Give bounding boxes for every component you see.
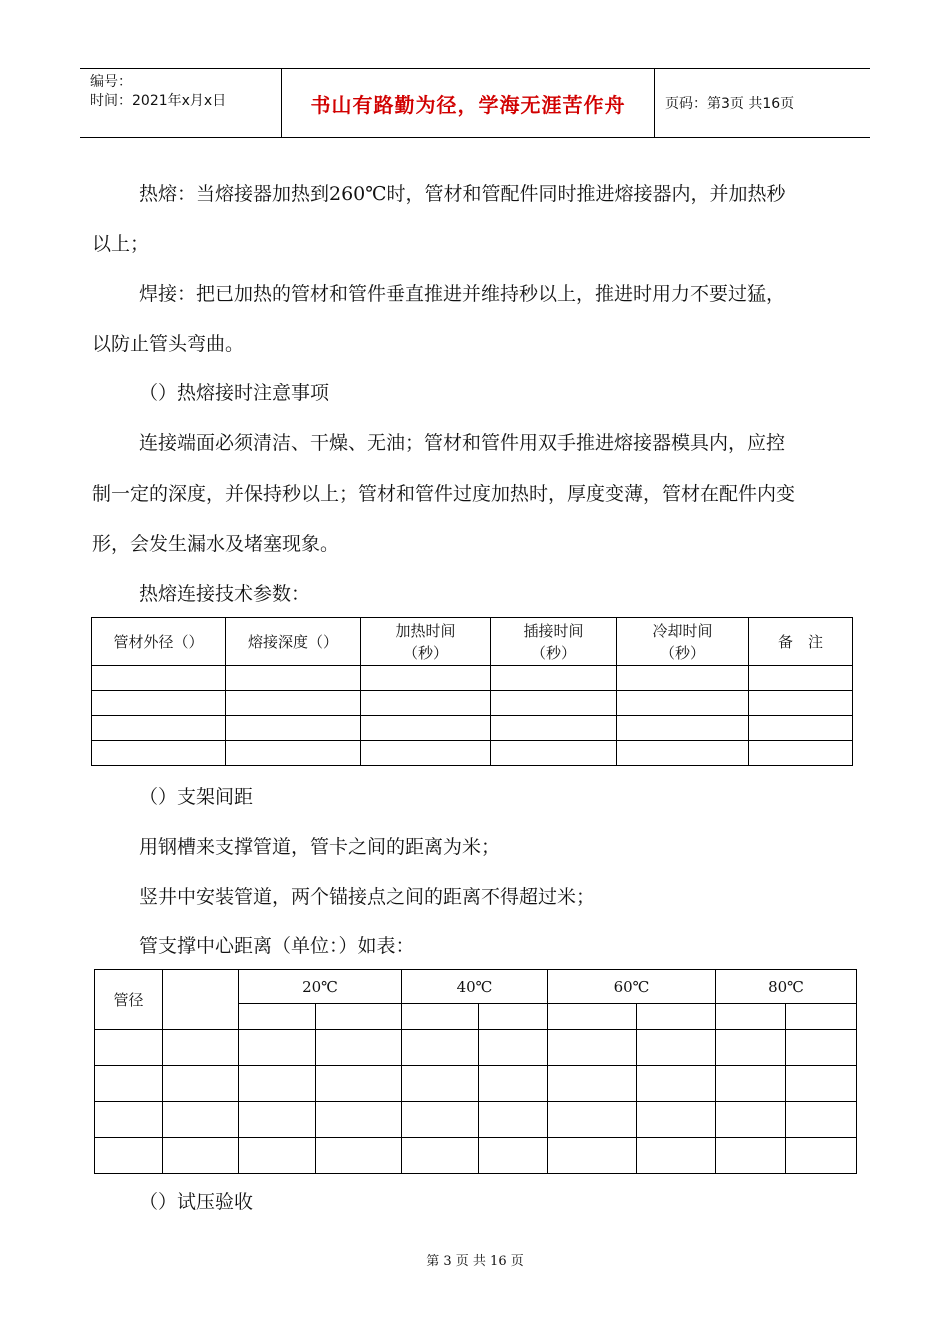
heat-fusion-parameters-table bbox=[91, 617, 853, 766]
heating-time-label: 加热时间 bbox=[395, 621, 456, 640]
table1-caption: 热熔连接技术参数： bbox=[139, 583, 311, 605]
date-label: 时间：2021年x月x日 bbox=[90, 93, 227, 109]
table-header-row bbox=[92, 618, 853, 666]
col-cooling-time bbox=[617, 618, 749, 666]
table-row bbox=[95, 1030, 857, 1066]
insert-time-label: 插接时间 bbox=[523, 621, 584, 640]
table-row bbox=[92, 691, 853, 716]
paragraph-notes-3: 形，会发生漏水及堵塞现象。 bbox=[92, 533, 340, 555]
table2-caption: 管支撑中心距离（单位：）如表： bbox=[139, 935, 415, 957]
page-footer: 第 3 页 共 16 页 bbox=[426, 1254, 524, 1269]
col-fusion-depth: 熔接深度（） bbox=[226, 618, 361, 666]
section-heading-notes: （）热熔接时注意事项 bbox=[139, 382, 330, 404]
col-temp-80: 80℃ bbox=[716, 970, 857, 1004]
paragraph-notes-1: 连接端面必须清洁、干燥、无油；管材和管件用双手推进熔接器模具内，应控 bbox=[139, 432, 786, 454]
paragraph-heat-melt: 热熔：当熔接器加热到260℃时，管材和管配件同时推进熔接器内，并加热秒 bbox=[139, 183, 786, 205]
col-outer-diameter: 管材外径（） bbox=[92, 618, 226, 666]
col-heating-time bbox=[361, 618, 491, 666]
table-row bbox=[92, 741, 853, 766]
number-label: 编号： bbox=[90, 74, 132, 90]
table-row bbox=[92, 666, 853, 691]
cooling-time-label: 冷却时间 bbox=[652, 621, 713, 640]
header-meta bbox=[80, 69, 282, 137]
table-row bbox=[95, 1102, 857, 1138]
table-header-row bbox=[95, 970, 857, 1004]
col-insert-time bbox=[491, 618, 617, 666]
cooling-time-unit: （秒） bbox=[659, 643, 705, 662]
col-pipe-diameter: 管径 bbox=[95, 970, 163, 1030]
paragraph-support-2: 竖井中安装管道，两个锚接点之间的距离不得超过米； bbox=[139, 886, 596, 908]
col-temp-60: 60℃ bbox=[548, 970, 716, 1004]
table-row bbox=[95, 1066, 857, 1102]
page-header bbox=[80, 68, 870, 138]
table-row bbox=[92, 716, 853, 741]
section-heading-support: （）支架间距 bbox=[139, 786, 254, 808]
paragraph-heat-melt-cont: 以上； bbox=[92, 233, 150, 255]
header-motto: 书山有路勤为径，学海无涯苦作舟 bbox=[282, 69, 655, 137]
paragraph-welding: 焊接：把已加热的管材和管件垂直推进并维持秒以上，推进时用力不要过猛， bbox=[139, 283, 786, 305]
col-temp-20: 20℃ bbox=[239, 970, 402, 1004]
insert-time-unit: （秒） bbox=[530, 643, 576, 662]
paragraph-welding-cont: 以防止管头弯曲。 bbox=[92, 333, 245, 355]
support-spacing-table bbox=[94, 969, 857, 1174]
paragraph-support-1: 用钢槽来支撑管道，管卡之间的距离为米； bbox=[139, 836, 501, 858]
col-remarks: 备 注 bbox=[749, 618, 853, 666]
section-heading-pressure-test: （）试压验收 bbox=[139, 1191, 254, 1213]
table-row bbox=[95, 1138, 857, 1174]
heating-time-unit: （秒） bbox=[402, 643, 448, 662]
col-temp-40: 40℃ bbox=[402, 970, 548, 1004]
paragraph-notes-2: 制一定的深度，并保持秒以上；管材和管件过度加热时，厚度变薄，管材在配件内变 bbox=[92, 483, 796, 505]
header-page-info: 页码：第3页 共16页 bbox=[665, 96, 795, 112]
